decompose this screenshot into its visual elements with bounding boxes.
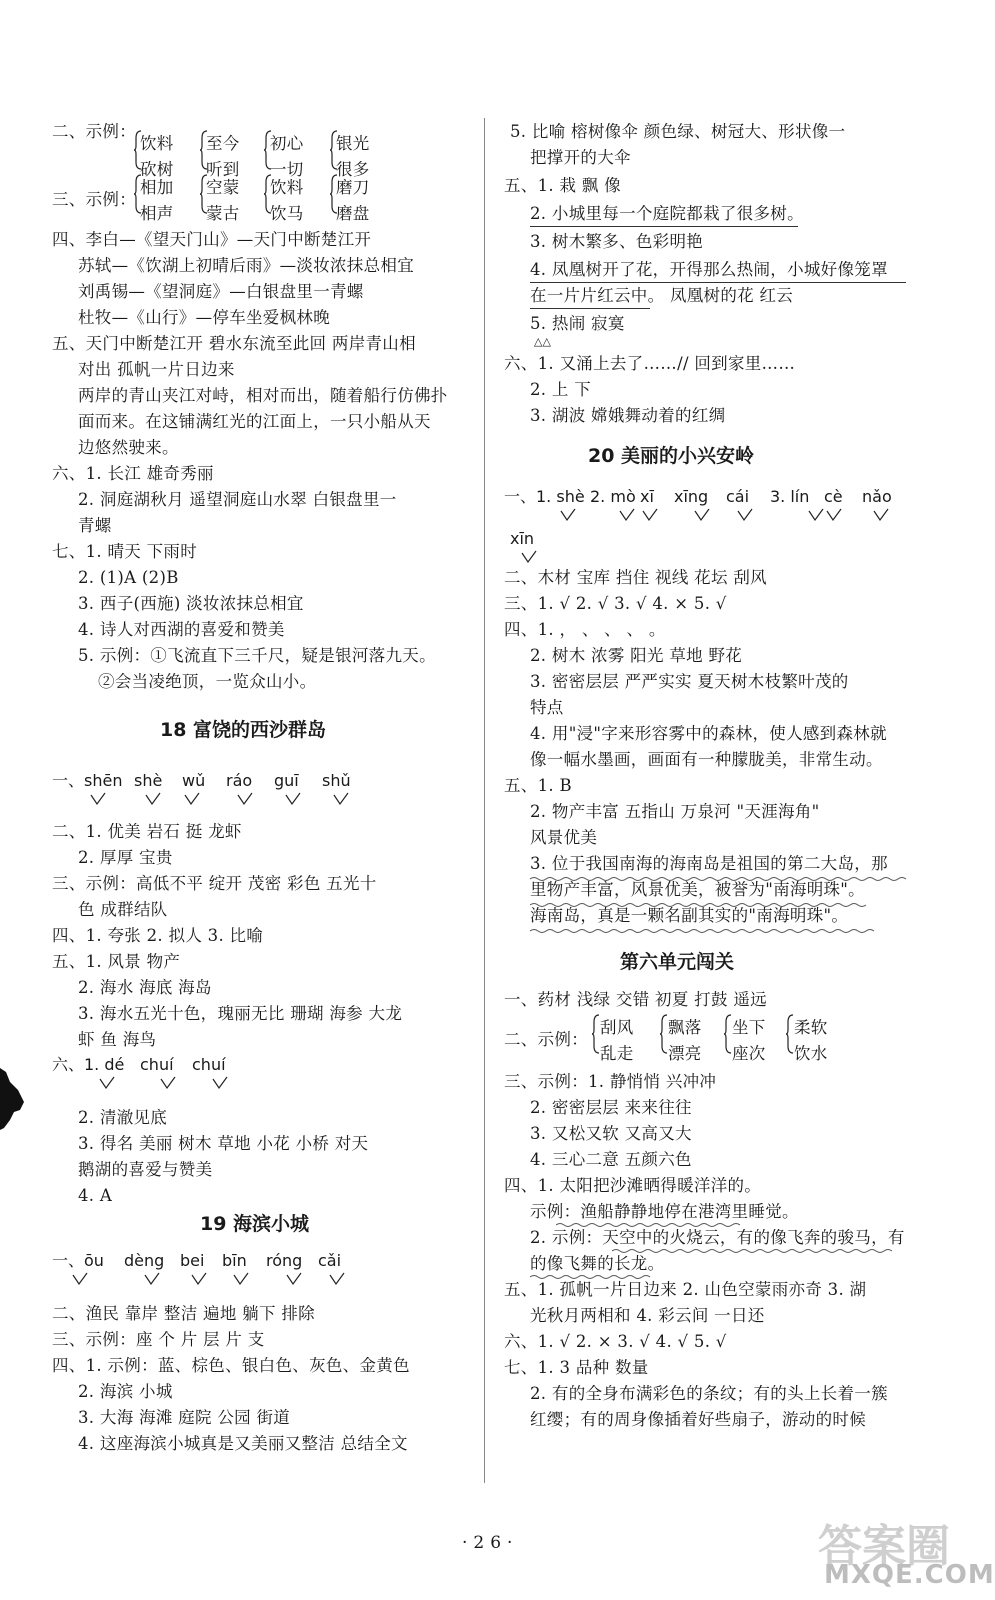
answer-line: 鹅湖的喜爱与赞美 xyxy=(78,1160,213,1179)
check-mark-icon xyxy=(333,792,349,806)
answer-line: 虾 鱼 海鸟 xyxy=(78,1030,157,1049)
answer-line: 2. 海滨 小城 xyxy=(78,1382,173,1401)
answer-line: 3. 得名 美丽 树木 草地 小花 小桥 对天 xyxy=(78,1134,369,1153)
answer-line: 五、1. 孤帆一片日边来 2. 山色空蒙雨亦奇 3. 湖 xyxy=(504,1280,867,1299)
check-mark-icon xyxy=(72,1272,88,1286)
answer-line: 四、1. ， 、 、 、 。 xyxy=(504,620,666,639)
answer-line: 3. 又松又软 又高又大 xyxy=(530,1124,692,1143)
answer-line: 4. 凤凰树开了花，开得那么热闹，小城好像笼罩 xyxy=(530,260,888,279)
check-mark-icon xyxy=(619,508,635,522)
check-mark-icon xyxy=(144,1272,160,1286)
answer-line: 2. 物产丰富 五指山 万泉河 "天涯海角" xyxy=(530,802,820,821)
answer-line: 2. 示例：天空中的火烧云，有的像飞奔的骏马，有 xyxy=(530,1228,905,1247)
check-mark-icon xyxy=(237,792,253,806)
answer-line: 二、木材 宝库 挡住 视线 花坛 刮风 xyxy=(504,568,767,587)
wavy-underline xyxy=(530,902,870,908)
answer-line: 四、1. 夸张 2. 拟人 3. 比喻 xyxy=(52,926,264,945)
answer-line: 4. 诗人对西湖的喜爱和赞美 xyxy=(78,620,285,639)
brace-left-icon xyxy=(200,174,208,214)
brace-left-icon xyxy=(330,174,338,214)
pinyin-answer: róng xyxy=(266,1251,303,1270)
answer-line: 3. 大海 海滩 庭院 公园 街道 xyxy=(78,1408,291,1427)
answer-line: 三、示例：高低不平 绽开 茂密 彩色 五光十 xyxy=(52,874,377,893)
pinyin-answer: 一、1. shè xyxy=(504,487,585,506)
answer-line: 4. 用"浸"字来形容雾中的森林，使人感到森林就 xyxy=(530,724,887,743)
answer-line: 风景优美 xyxy=(530,828,598,847)
answer-line: 饮料 xyxy=(270,178,304,197)
answer-line: 磨刀 xyxy=(336,178,370,197)
check-mark-icon xyxy=(184,792,200,806)
answer-line: 饮马 xyxy=(270,204,304,223)
answer-line: 一、药材 浅绿 交错 初夏 打鼓 遥远 xyxy=(504,990,767,1009)
watermark-logo: 答案圈 xyxy=(818,1521,950,1572)
pinyin-answer: 一、ōu xyxy=(52,1251,104,1270)
pinyin-answer: chuí xyxy=(192,1055,226,1074)
answer-line: 空蒙 xyxy=(206,178,240,197)
answer-line: 刮风 xyxy=(600,1018,634,1037)
answer-line: 在一片片红云中。 凤凰树的花 红云 xyxy=(530,286,794,305)
answer-line: 刘禹锡—《望洞庭》—白银盘里一青螺 xyxy=(78,282,364,301)
answer-line: 2. 密密层层 来来往往 xyxy=(530,1098,692,1117)
answer-line: 5. 比喻 榕树像伞 颜色绿、树冠大、形状像一 xyxy=(510,122,846,141)
answer-line: 2. 上 下 xyxy=(530,380,592,399)
answer-line: 听到 xyxy=(206,160,240,179)
answer-line: 七、1. 3 品种 数量 xyxy=(504,1358,649,1377)
answer-line: 2. 有的全身布满彩色的条纹；有的头上长着一簇 xyxy=(530,1384,888,1403)
answer-line: 面而来。在这铺满红光的江面上，一只小船从天 xyxy=(78,412,431,431)
pinyin-answer: 一、shēn xyxy=(52,771,123,790)
answer-line: 蒙古 xyxy=(206,204,240,223)
wavy-underline xyxy=(556,1222,742,1228)
brace-left-icon xyxy=(724,1014,732,1054)
answer-line: 三、1. √ 2. √ 3. √ 4. × 5. √ xyxy=(504,594,727,613)
wavy-underline xyxy=(612,1248,892,1254)
answer-line: 坐下 xyxy=(732,1018,766,1037)
pinyin-answer: cǎi xyxy=(318,1251,342,1270)
check-mark-icon xyxy=(737,508,753,522)
answer-line: 红缨；有的周身像插着好些扇子，游动的时候 xyxy=(530,1410,866,1429)
answer-line: 2. 树木 浓雾 阳光 草地 野花 xyxy=(530,646,743,665)
brace-left-icon xyxy=(200,130,208,170)
answer-line: 3. 西子(西施) 淡妆浓抹总相宜 xyxy=(78,594,304,613)
answer-line: 特点 xyxy=(530,698,564,717)
answer-line: 像一幅水墨画，画面有一种朦胧美，非常生动。 xyxy=(530,750,883,769)
answer-line: 里物产丰富，风景优美，被誉为"南海明珠"。 xyxy=(530,880,865,899)
check-mark-icon xyxy=(99,1076,115,1090)
answer-line: 七、1. 晴天 下雨时 xyxy=(52,542,198,561)
pinyin-answer: xīn xyxy=(510,529,535,548)
answer-line: 色 成群结队 xyxy=(78,900,168,919)
answer-line: 3. 位于我国南海的海南岛是祖国的第二大岛，那 xyxy=(530,854,888,873)
wavy-underline xyxy=(530,928,880,934)
pinyin-answer: 3. lín xyxy=(770,487,810,506)
underline xyxy=(530,282,906,283)
pinyin-answer: bīn xyxy=(222,1251,247,1270)
watermark-text: MXQE.COM xyxy=(824,1560,995,1590)
brace-left-icon xyxy=(134,130,142,170)
underline xyxy=(530,308,650,309)
answer-line: 飘落 xyxy=(668,1018,702,1037)
pinyin-answer: wǔ xyxy=(182,771,206,790)
pinyin-answer: xīng xyxy=(674,487,709,506)
answer-line: 2. 厚厚 宝贵 xyxy=(78,848,173,867)
answer-line: 银光 xyxy=(336,134,370,153)
answer-line: 柔软 xyxy=(794,1018,828,1037)
answer-line: 三、示例：座 个 片 层 片 支 xyxy=(52,1330,265,1349)
brace-left-icon xyxy=(134,174,142,214)
answer-line: 二、渔民 靠岸 整洁 遍地 躺下 排除 xyxy=(52,1304,315,1323)
answer-line: 把撑开的大伞 xyxy=(530,148,631,167)
pinyin-answer: ráo xyxy=(226,771,253,790)
answer-line: 五、天门中断楚江开 碧水东流至此回 两岸青山相 xyxy=(52,334,416,353)
pinyin-answer: cè xyxy=(824,487,843,506)
section-heading: 20 美丽的小兴安岭 xyxy=(588,445,755,467)
column-divider xyxy=(484,118,485,1483)
answer-line: 海南岛，真是一颗名副其实的"南海明珠"。 xyxy=(530,906,849,925)
check-mark-icon xyxy=(285,792,301,806)
answer-line: 3. 海水五光十色，瑰丽无比 珊瑚 海参 大龙 xyxy=(78,1004,403,1023)
pinyin-answer: cái xyxy=(726,487,750,506)
answer-line: 对出 孤帆一片日边来 xyxy=(78,360,235,379)
pinyin-answer: nǎo xyxy=(862,487,892,506)
pinyin-answer: 2. mò xyxy=(590,487,636,506)
answer-line: 磨盘 xyxy=(336,204,370,223)
answer-line: 二、示例： xyxy=(504,1030,588,1049)
brace-left-icon xyxy=(330,130,338,170)
answer-line: 青螺 xyxy=(78,516,112,535)
answer-line: 2. (1)A (2)B xyxy=(78,568,179,587)
pinyin-answer: shǔ xyxy=(322,771,351,790)
check-mark-icon xyxy=(212,1076,228,1090)
answer-line: 五、1. 栽 飘 像 xyxy=(504,176,621,195)
answer-line: 4. 这座海滨小城真是又美丽又整洁 总结全文 xyxy=(78,1434,408,1453)
answer-line: 五、1. B xyxy=(504,776,572,795)
section-heading: 18 富饶的西沙群岛 xyxy=(160,719,327,741)
answer-line: 示例：渔船静静地停在港湾里睡觉。 xyxy=(530,1202,799,1221)
answer-line: 初心 xyxy=(270,134,304,153)
check-mark-icon xyxy=(521,550,537,564)
brace-left-icon xyxy=(660,1014,668,1054)
wavy-underline xyxy=(530,876,910,882)
answer-line: 座次 xyxy=(732,1044,766,1063)
answer-line: 两岸的青山夹江对峙，相对而出，随着船行仿佛扑 xyxy=(78,386,448,405)
answer-line: 3. 密密层层 严严实实 夏天树木枝繁叶茂的 xyxy=(530,672,849,691)
answer-line: 4. 三心二意 五颜六色 xyxy=(530,1150,692,1169)
check-mark-icon xyxy=(329,1272,345,1286)
answer-line: 五、1. 风景 物产 xyxy=(52,952,181,971)
pinyin-answer: xī xyxy=(640,487,654,506)
watermark xyxy=(818,1510,995,1592)
check-mark-icon xyxy=(873,508,889,522)
pinyin-answer: chuí xyxy=(140,1055,174,1074)
check-mark-icon xyxy=(642,508,658,522)
answer-line: 光秋月两相和 4. 彩云间 一日还 xyxy=(530,1306,765,1325)
answer-line: 四、1. 示例：蓝、棕色、银白色、灰色、金黄色 xyxy=(52,1356,410,1375)
answer-line: 二、1. 优美 岩石 挺 龙虾 xyxy=(52,822,242,841)
check-mark-icon xyxy=(233,1272,249,1286)
answer-line: 5. 示例：①飞流直下三千尺，疑是银河落九天。 xyxy=(78,646,436,665)
check-mark-icon xyxy=(286,1272,302,1286)
answer-line: 四、李白—《望天门山》—天门中断楚江开 xyxy=(52,230,372,249)
answer-line: 一切 xyxy=(270,160,304,179)
check-mark-icon xyxy=(694,508,710,522)
answer-line: 4. A xyxy=(78,1186,113,1205)
answer-line: 六、1. 长江 雄奇秀丽 xyxy=(52,464,214,483)
answer-line: 2. 清澈见底 xyxy=(78,1108,168,1127)
pinyin-answer: dèng xyxy=(124,1251,165,1270)
answer-line: ②会当凌绝顶，一览众山小。 xyxy=(98,672,317,691)
answer-line: 相加 xyxy=(140,178,174,197)
underline xyxy=(530,226,798,227)
answer-line: 乱走 xyxy=(600,1044,634,1063)
ink-blot xyxy=(0,1068,26,1130)
pinyin-answer: shè xyxy=(134,771,163,790)
answer-line: 三、示例： xyxy=(52,190,136,209)
answer-line: 很多 xyxy=(336,160,370,179)
answer-line: 饮水 xyxy=(794,1044,828,1063)
answer-line: 四、1. 太阳把沙滩晒得暖洋洋的。 xyxy=(504,1176,762,1195)
section-heading: 19 海滨小城 xyxy=(200,1213,310,1235)
check-mark-icon xyxy=(560,508,576,522)
brace-left-icon xyxy=(786,1014,794,1054)
answer-line: 3. 湖波 嫦娥舞动着的红绸 xyxy=(530,406,726,425)
check-mark-icon xyxy=(808,508,824,522)
answer-line: 漂亮 xyxy=(668,1044,702,1063)
brace-left-icon xyxy=(264,130,272,170)
answer-line: 2. 海水 海底 海岛 xyxy=(78,978,212,997)
wavy-underline xyxy=(530,1274,656,1280)
answer-line: 三、示例：1. 静悄悄 兴冲冲 xyxy=(504,1072,717,1091)
answer-line: 苏轼—《饮湖上初晴后雨》—淡妆浓抹总相宜 xyxy=(78,256,414,275)
answer-line: 3. 树木繁多、色彩明艳 xyxy=(530,232,704,251)
answer-line: 边悠然驶来。 xyxy=(78,438,179,457)
page-number: ·26· xyxy=(462,1533,519,1553)
answer-line: 六、1. 又涌上去了……// 回到家里…… xyxy=(504,354,796,373)
answer-line: 饮料 xyxy=(140,134,174,153)
pinyin-answer: bei xyxy=(180,1251,205,1270)
answer-line: 六、1. √ 2. × 3. √ 4. √ 5. √ xyxy=(504,1332,727,1351)
pinyin-answer: guī xyxy=(274,771,299,790)
answer-line: 2. 小城里每一个庭院都栽了很多树。 xyxy=(530,204,804,223)
section-heading: 第六单元闯关 xyxy=(620,951,735,973)
brace-left-icon xyxy=(592,1014,600,1054)
answer-line: 2. 洞庭湖秋月 遥望洞庭山水翠 白银盘里一 xyxy=(78,490,397,509)
check-mark-icon xyxy=(826,508,842,522)
answer-line: 相声 xyxy=(140,204,174,223)
check-mark-icon xyxy=(191,1272,207,1286)
answer-line: 砍树 xyxy=(140,160,174,179)
check-mark-icon xyxy=(145,792,161,806)
triangle-mark-icon: △△ xyxy=(534,335,551,348)
check-mark-icon xyxy=(90,792,106,806)
check-mark-icon xyxy=(160,1076,176,1090)
answer-line: 至今 xyxy=(206,134,240,153)
pinyin-answer: 六、1. dé xyxy=(52,1055,125,1074)
answer-line: 二、示例： xyxy=(52,122,136,141)
answer-line: 杜牧—《山行》—停车坐爱枫林晚 xyxy=(78,308,330,327)
page-number-value: 26 xyxy=(473,1533,508,1553)
answer-line: 5. 热闹 寂寞 xyxy=(530,314,625,333)
answer-line: 的像飞舞的长龙。 xyxy=(530,1254,665,1273)
brace-left-icon xyxy=(264,174,272,214)
